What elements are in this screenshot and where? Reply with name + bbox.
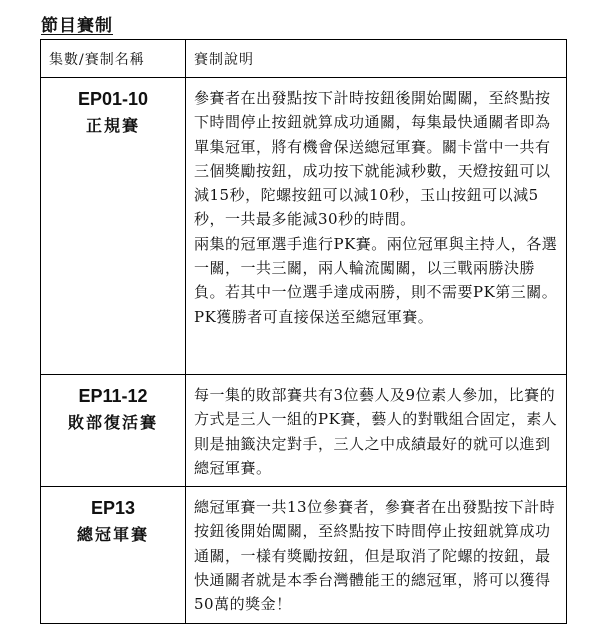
rules-table — [40, 39, 567, 624]
description-cell — [186, 78, 567, 375]
format-name: 敗部復活賽 — [67, 413, 158, 432]
episode-code: EP01-10 — [77, 89, 149, 109]
column-header-description: 賽制說明 — [186, 40, 567, 78]
format-name: 總冠軍賽 — [76, 525, 149, 545]
table-row — [41, 375, 567, 487]
description-paragraph: 兩集的冠軍選手進行PK賽。兩位冠軍與主持人，各選一關，一共三關，兩人輪流闖關，以三戰兩勝決勝負。若其中一位選手達成兩勝，則不需要PK第三關。PK獲勝者可直接保送至總冠軍賽。 — [194, 234, 558, 326]
description-paragraph: 每一集的敗部賽共有3位藝人及9位素人參加，比賽的方式是三人一組的PK賽，藝人的對戰組合固定，素人則是抽籤決定對手，三人之中成績最好的就可以進到總冠軍賽。 — [194, 386, 558, 477]
episode-cell — [41, 487, 186, 623]
format-name: 正規賽 — [85, 116, 140, 135]
episode-cell — [41, 375, 186, 487]
description-paragraph: 參賽者在出發點按下計時按鈕後開始闖關，至終點按下時間停止按鈕就算成功通關，每集最快通關者即為單集冠軍，將有機會保送總冠軍賽。關卡當中一共有三個獎勵按鈕，成功按下就能減秒數，天燈按鈕可以減15秒，陀螺按鈕可以減10秒，玉山按鈕可以減5秒，一共最多能減30秒的時間。 — [194, 89, 551, 229]
description-cell — [186, 375, 567, 487]
description-cell — [186, 487, 567, 623]
episode-code: EP13 — [90, 498, 136, 519]
episode-cell — [41, 78, 186, 375]
table-row — [41, 487, 567, 623]
episode-code: EP11-12 — [78, 386, 148, 406]
column-header-episode: 集數/賽制名稱 — [41, 40, 186, 78]
table-header-row — [41, 40, 567, 78]
page-title: 節目賽制 — [41, 16, 113, 36]
table-row — [41, 78, 567, 375]
description-paragraph: 總冠軍賽一共13位參賽者，參賽者在出發點按下計時按鈕後開始闖關，至終點按下時間停止按鈕就算成功通關，一樣有獎勵按鈕，但是取消了陀螺的按鈕，最快通關者就是本季台灣體能王的總冠軍，將可以獲得50萬的獎金！ — [194, 498, 556, 614]
